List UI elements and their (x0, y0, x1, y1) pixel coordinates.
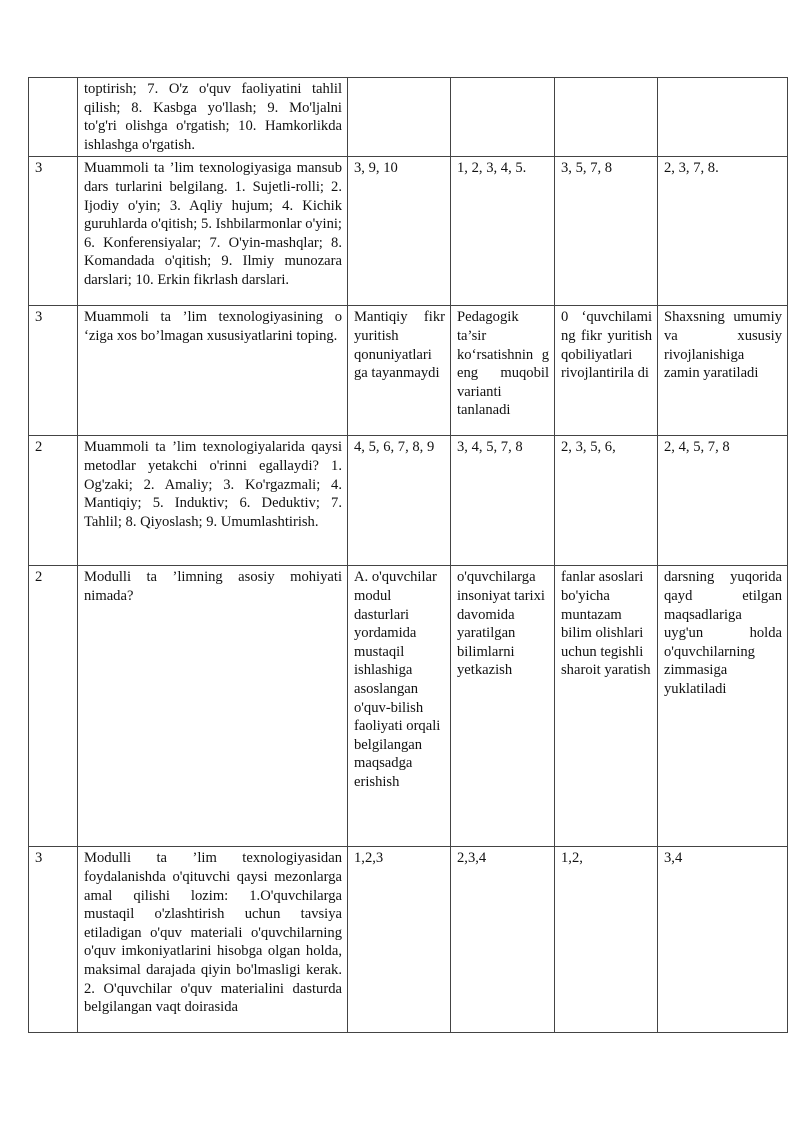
question-points: 2 (29, 436, 78, 566)
answer-b: Pedagogik ta’sir ko‘rsatishnin g eng muqobil varianti tanlanadi (451, 306, 555, 436)
answer-c: fanlar asoslari bo'yicha muntazam bilim olishlari uchun tegishli sharoit yaratish (555, 566, 658, 847)
question-text: toptirish; 7. O'z o'quv faoliyatini tahlil qilish; 8. Kasbga yo'llash; 9. Mo'ljalni to'g'ri olishga o'rgatish; 10. Hamkorlikda ishlashga o'rgatish. (78, 78, 348, 157)
question-text: Muammoli ta ’lim texnologiyasining o ‘ziga xos bo’lmagan xususiyatlarini toping. (78, 306, 348, 436)
answer-c: 2, 3, 5, 6, (555, 436, 658, 566)
table-row (29, 847, 788, 1033)
answer-d: 2, 3, 7, 8. (658, 157, 788, 306)
answer-b: o'quvchilarga insoniyat tarixi davomida yaratilgan bilimlarni yetkazish (451, 566, 555, 847)
answer-b (451, 78, 555, 157)
table-row (29, 306, 788, 436)
answer-d: darsning yuqorida qayd etilgan maqsadlariga uyg'un holda o'quvchilarning zimmasiga yuklatiladi (658, 566, 788, 847)
question-points: 3 (29, 157, 78, 306)
question-text: Muammoli ta ’lim texnologiyasiga mansub dars turlarini belgilang. 1. Sujetli-rolli; 2. Ijodiy o'yin; 3. Aqliy hujum; 4. Kichik guruhlarda o'qitish; 5. Ishbilarmonlar o'yini; 6. Konferensiyalar; 7. O'yin-mashqlar; 8. Komandada o'qitish; 9. Ilmiy munozara darslari; 10. Erkin fikrlash darslari. (78, 157, 348, 306)
table-row (29, 78, 788, 157)
question-text: Modulli ta ’limning asosiy mohiyati nimada? (78, 566, 348, 847)
answer-a: 3, 9, 10 (348, 157, 451, 306)
answer-d: 3,4 (658, 847, 788, 1033)
answer-b: 3, 4, 5, 7, 8 (451, 436, 555, 566)
answer-b: 2,3,4 (451, 847, 555, 1033)
answer-a: Mantiqiy fikr yuritish qonuniyatlari ga tayanmaydi (348, 306, 451, 436)
answer-c: 3, 5, 7, 8 (555, 157, 658, 306)
answer-b: 1, 2, 3, 4, 5. (451, 157, 555, 306)
answer-d: Shaxsning umumiy va xususiy rivojlanishiga zamin yaratiladi (658, 306, 788, 436)
table-row (29, 566, 788, 847)
question-points: 2 (29, 566, 78, 847)
answer-c (555, 78, 658, 157)
table-row (29, 436, 788, 566)
question-points: 3 (29, 847, 78, 1033)
question-points: 3 (29, 306, 78, 436)
answer-d: 2, 4, 5, 7, 8 (658, 436, 788, 566)
question-points (29, 78, 78, 157)
answer-a: 4, 5, 6, 7, 8, 9 (348, 436, 451, 566)
quiz-table (28, 77, 788, 1033)
answer-a: A. o'quvchilar modul dasturlari yordamida mustaqil ishlashiga asoslangan o'quv-bilish faoliyati orqali belgilangan maqsadga erishish (348, 566, 451, 847)
question-text: Muammoli ta ’lim texnologiyalarida qaysi metodlar yetakchi o'rinni egallaydi? 1. Og'zaki; 2. Amaliy; 3. Ko'rgazmali; 4. Mantiqiy; 5. Induktiv; 6. Deduktiv; 7. Tahlil; 8. Qiyoslash; 9. Umumlashtirish. (78, 436, 348, 566)
answer-c: 0 ‘quvchilami ng fikr yuritish qobiliyatlari rivojlantirila di (555, 306, 658, 436)
answer-d (658, 78, 788, 157)
table-row (29, 157, 788, 306)
answer-a: 1,2,3 (348, 847, 451, 1033)
question-text: Modulli ta ’lim texnologiyasidan foydalanishda o'qituvchi qaysi mezonlarga amal qilishi lozim: 1.O'quvchilarga mustaqil o'zlashtirish uchun tavsiya etiladigan o'quv materiali o'quvchilarning o'quv imkoniyatlarini hisobga olgan holda, maksimal darajada qiyin bo'lmasligi kerak. 2. O'quvchilar o'quv materialini dasturda belgilangan vaqt doirasida (78, 847, 348, 1033)
answer-c: 1,2, (555, 847, 658, 1033)
answer-a (348, 78, 451, 157)
